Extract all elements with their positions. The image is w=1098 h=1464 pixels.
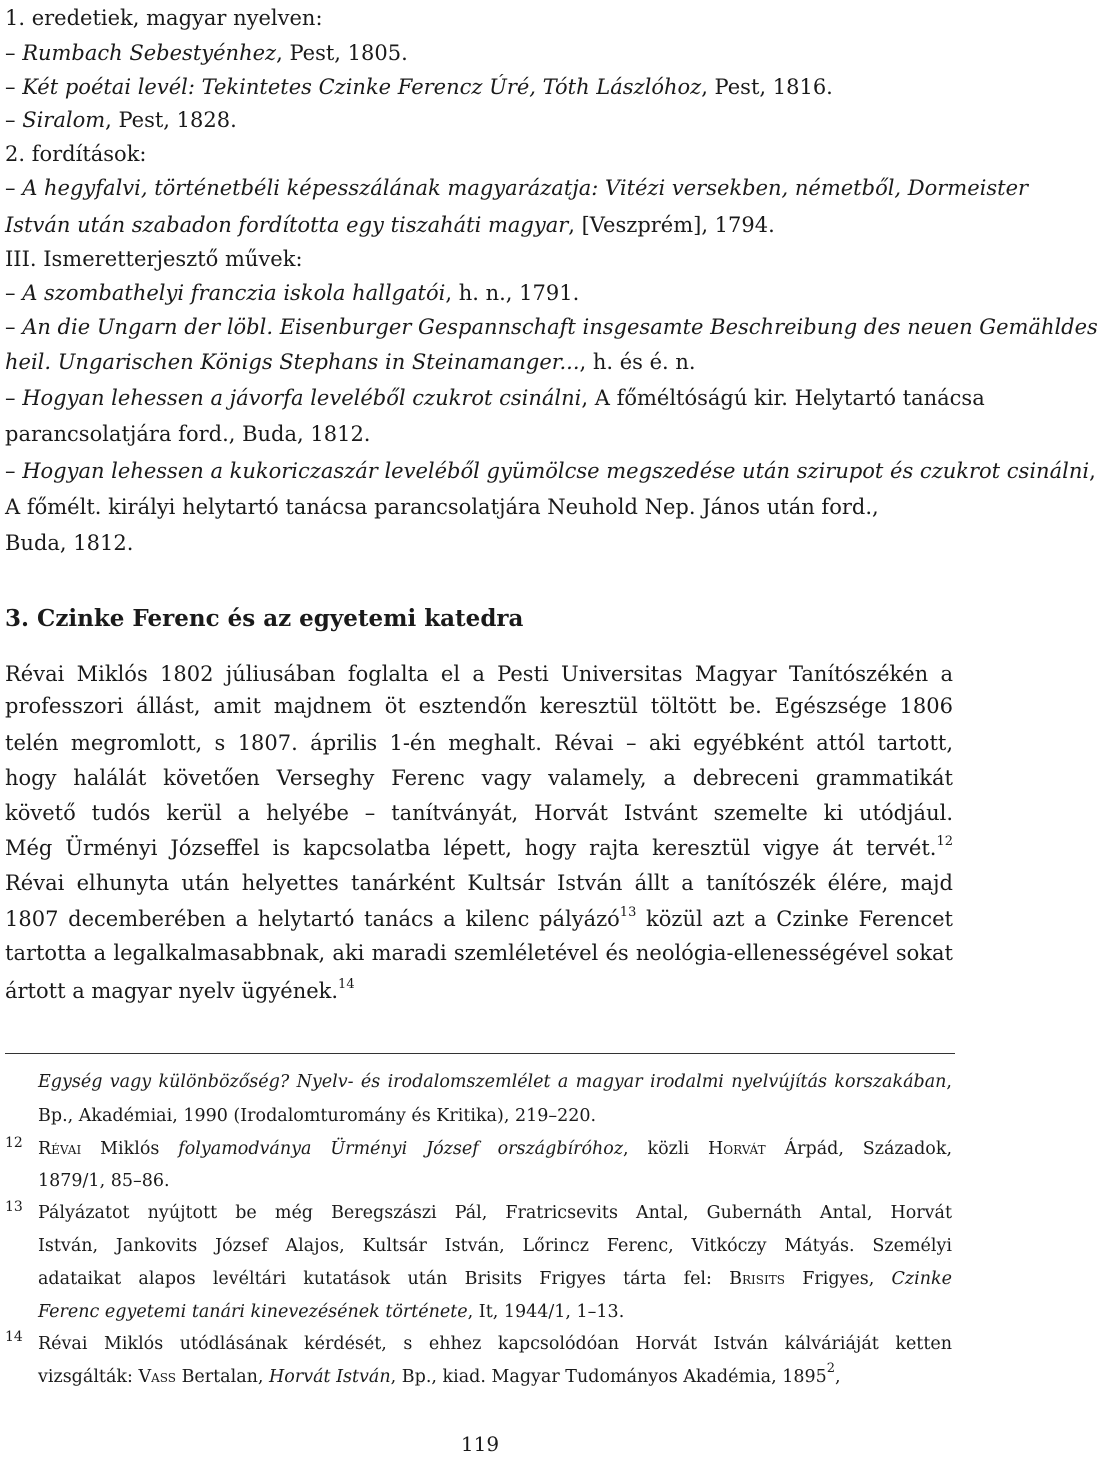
footnote-cont-title: Egység vagy különbözőség? Nyelv- és irodalomszemlélet a magyar irodalmi nyelvújítás korszakában <box>38 1072 947 1092</box>
paragraph-text: professzori állást, amit majdnem öt esztendőn keresztül töltött be. Egészsége 1806 <box>5 694 953 718</box>
paragraph-line <box>5 658 953 690</box>
paragraph-text: tartotta a legalkalmasabbnak, aki maradi szemléletével és neológia-ellenességével sokat <box>5 941 953 965</box>
footnote-text: adataikat alapos levéltári kutatások után Brisits Frigyes tárta fel: <box>38 1269 730 1289</box>
page-number: 119 <box>460 1432 500 1456</box>
list-item-title: Hogyan lehessen a jávorfa leveléből czukrot csinálni <box>22 386 582 410</box>
list-item <box>5 346 952 378</box>
footnote-text: Bertalan, <box>176 1367 270 1387</box>
footnote-12-line: 1879/1, 85–86. <box>38 1171 170 1191</box>
section-heading: 3. Czinke Ferenc és az egyetemi katedra <box>5 605 524 632</box>
paragraph-text: ártott a magyar nyelv ügyének. <box>5 979 339 1003</box>
paragraph-text: Révai Miklós 1802 júliusában foglalta el a Pesti Universitas Magyar Tanítószékén a <box>5 662 953 686</box>
paragraph-line <box>5 727 953 759</box>
author-name: Révai <box>38 1139 82 1159</box>
list-item <box>5 71 952 103</box>
list-item-title: Rumbach Sebestyénhez <box>22 41 277 65</box>
list-item-text: , <box>1089 459 1096 483</box>
footnote-text: , <box>835 1367 841 1387</box>
paragraph-text: telén megromlott, s 1807. április 1-én meghalt. Révai – aki egyébként attól tartott, <box>5 731 953 755</box>
list-item-text: , Pest, 1805. <box>276 41 408 65</box>
footnote-continuation-line: Bp., Akadémiai, 1990 (Irodalomturomány és Kritika), 219–220. <box>38 1106 597 1126</box>
list-item-text: 1. eredetiek, magyar nyelven: <box>5 6 323 30</box>
list-item-text: – <box>5 315 23 339</box>
paragraph-line <box>5 762 953 794</box>
footnote-14-line <box>38 1363 952 1392</box>
list-item-text: – <box>5 386 23 410</box>
footnote-title: Ferenc egyetemi tanári kinevezésének története <box>38 1302 468 1322</box>
list-item <box>5 243 952 275</box>
list-item-title: Két poétai levél: Tekintetes Czinke Ferencz Úré, Tóth Lászlóhoz <box>22 75 702 99</box>
footnote-text: , It, 1944/1, 1–13. <box>467 1302 625 1322</box>
footnote-cont-punct: , <box>946 1072 952 1092</box>
footnote-text: Miklós <box>81 1139 179 1159</box>
footnote-rule <box>5 1053 955 1054</box>
list-item-text: – <box>5 176 23 200</box>
list-item <box>5 311 1098 343</box>
footnote-number: 14 <box>5 1329 23 1345</box>
footnote-title: folyamodványa Ürményi József országbíróhoz <box>178 1139 624 1159</box>
paragraph-text: 1807 decemberében a helytartó tanács a kilenc pályázó <box>5 907 620 931</box>
list-item <box>5 2 952 34</box>
list-item-text: – <box>5 459 23 483</box>
list-item-text: – <box>5 108 23 132</box>
list-item <box>5 382 985 414</box>
superscript: 2 <box>826 1361 836 1376</box>
list-item-title: A hegyfalvi, történetbéli képesszálának magyarázatja: Vitézi versekben, németből, Dormeister <box>22 176 1029 200</box>
paragraph-line <box>5 832 953 864</box>
footnote-text: Árpád, Századok, <box>765 1139 953 1159</box>
list-item-text: Buda, 1812. <box>5 531 134 555</box>
list-item-title: A szombathelyi franczia iskola hallgatói <box>22 281 446 305</box>
list-item <box>5 172 1029 204</box>
list-item <box>5 209 952 241</box>
footnote-title: Horvát István <box>269 1367 391 1387</box>
list-item-title: An die Ungarn der löbl. Eisenburger Gespannschaft insgesamte Beschreibung des neuen Gemähldes <box>22 315 1098 339</box>
list-item <box>5 455 1096 487</box>
paragraph-line <box>5 690 953 722</box>
paragraph-line <box>5 797 953 829</box>
paragraph-text: Még Ürményi Józseffel is kapcsolatba lépett, hogy rajta keresztül vigye át tervét. <box>5 836 937 860</box>
list-item-text: – <box>5 75 23 99</box>
list-item <box>5 418 952 450</box>
list-item-text: parancsolatjára ford., Buda, 1812. <box>5 422 371 446</box>
list-item <box>5 37 952 69</box>
footnote-14: Révai Miklós utódlásának kérdését, s ehhez kapcsolódóan Horvát István kálváriáját ketten <box>38 1334 952 1354</box>
list-item-text: , h. és é. n. <box>579 350 696 374</box>
footnote-13-line: István, Jankovits József Alajos, Kultsár István, Lőrincz Ferenc, Vitkóczy Mátyás. Személyi <box>38 1236 952 1256</box>
paragraph-text: közül azt a Czinke Ferencet <box>636 907 953 931</box>
list-item <box>5 138 952 170</box>
paragraph-text: Révai elhunyta után helyettes tanárként Kultsár István állt a tanítószék élére, majd <box>5 871 953 895</box>
footnote-text: vizsgálták: <box>38 1367 139 1387</box>
paragraph-text: követő tudós kerül a helyébe – tanítványát, Horvát Istvánt szemelte ki utódjául. <box>5 801 953 825</box>
list-item-title: heil. Ungarischen Königs Stephans in Steinamanger... <box>5 350 580 374</box>
footnote-13-line <box>38 1265 952 1294</box>
list-item-title: Hogyan lehessen a kukoriczaszár leveléből gyümölcse megszedése után szirupot és czukrot csinálni <box>22 459 1090 483</box>
footnote-ref: 12 <box>936 834 953 849</box>
author-name: Brisits <box>729 1269 785 1289</box>
footnote-text: Frigyes, <box>784 1269 892 1289</box>
list-item-title: István után szabadon fordította egy tiszaháti magyar <box>5 213 569 237</box>
footnote-text: , közli <box>623 1139 708 1159</box>
paragraph-line <box>5 937 953 969</box>
list-item-text: , Pest, 1828. <box>105 108 237 132</box>
list-item-text: , A főméltóságú kir. Helytartó tanácsa <box>581 386 985 410</box>
footnote-number: 12 <box>5 1135 23 1151</box>
footnote-ref: 13 <box>619 905 637 920</box>
paragraph-text: hogy halálát követően Verseghy Ferenc vagy valamely, a debreceni grammatikát <box>5 766 953 790</box>
footnote-13-line <box>38 1298 952 1327</box>
footnote-12 <box>38 1135 952 1164</box>
list-item <box>5 277 952 309</box>
list-item-text: , h. n., 1791. <box>445 281 580 305</box>
list-item <box>5 491 952 523</box>
list-item-text: , [Veszprém], 1794. <box>568 213 775 237</box>
list-item-text: A főmélt. királyi helytartó tanácsa parancsolatjára Neuhold Nep. János után ford., <box>5 495 879 519</box>
paragraph-line <box>5 903 953 935</box>
list-item <box>5 104 952 136</box>
footnote-13: Pályázatot nyújtott be még Beregszászi Pál, Fratricsevits Antal, Gubernáth Antal, Horvát <box>38 1203 952 1223</box>
footnote-ref: 14 <box>338 977 355 992</box>
footnote-number: 13 <box>5 1199 23 1215</box>
paragraph-line <box>5 867 953 899</box>
paragraph-line <box>5 975 953 1007</box>
list-item-text: 2. fordítások: <box>5 142 147 166</box>
list-item-text: , Pest, 1816. <box>701 75 833 99</box>
list-item-text: III. Ismeretterjesztő művek: <box>5 247 303 271</box>
footnote-title: Czinke <box>891 1269 952 1289</box>
author-name: Horvát <box>708 1139 766 1159</box>
list-item <box>5 527 952 559</box>
footnote-continuation <box>38 1068 952 1097</box>
list-item-text: – <box>5 41 23 65</box>
list-item-text: – <box>5 281 23 305</box>
footnote-text: , Bp., kiad. Magyar Tudományos Akadémia, 1895 <box>390 1367 827 1387</box>
list-item-title: Siralom <box>22 108 106 132</box>
author-name: Vass <box>138 1367 176 1387</box>
